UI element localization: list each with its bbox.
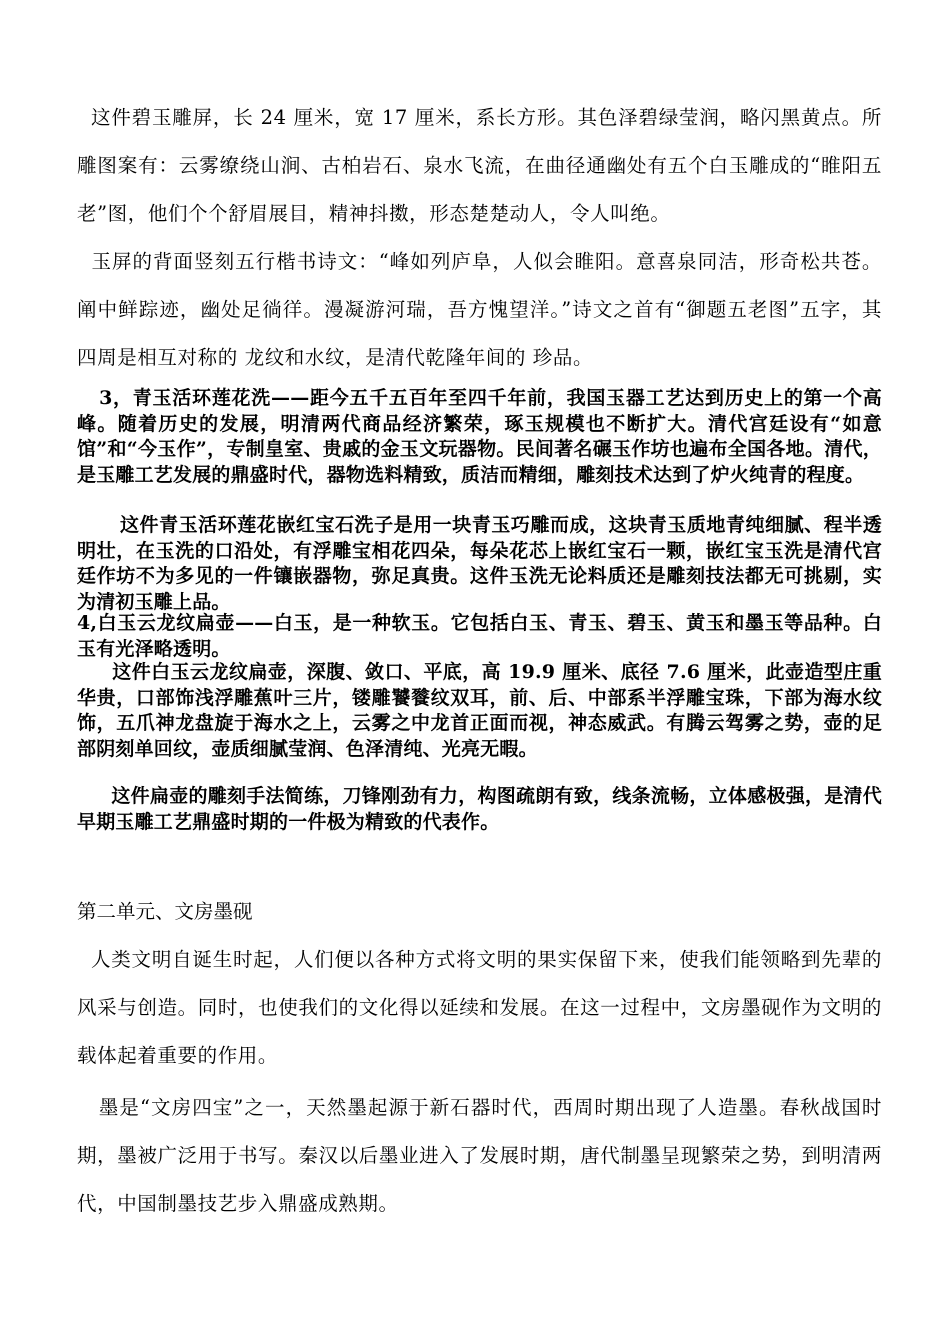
paragraph-item-3-intro: 3，青玉活环莲花洗——距今五千五百年至四千年前，我国玉器工艺达到历史上的第一个高峰。随着历史的发展，明清两代商品经济繁荣，琢玉规模也不断扩大。清代宫廷设有“如意馆”和“今玉作”，专制皇室、贵戚的金玉文玩器物。民间著名碾玉作坊也遍布全国各地。清代，是玉雕工艺发展的鼎盛时代，器物选料精致，质洁而精细，雕刻技术达到了炉火纯青的程度。 [77, 387, 882, 486]
section-heading: 第二单元、文房墨砚 [77, 900, 253, 923]
paragraph-item-4-intro: 4,白玉云龙纹扁壶——白玉，是一种软玉。它包括白玉、青玉、碧玉、黄玉和墨玉等品种。白玉有光泽略透明。 [77, 612, 882, 660]
paragraph-item-3-detail: 这件青玉活环莲花嵌红宝石洗子是用一块青玉巧雕而成，这块青玉质地青纯细腻、程半透明壮，在玉洗的口沿处，有浮雕宝相花四朵，每朵花芯上嵌红宝石一颗，嵌红宝玉洗是清代宫廷作坊不为多见的一件镶嵌器物，弥足真贵。这件玉洗无论料质还是雕刻技法都无可挑剔，实为清初玉雕上品。 [77, 514, 882, 613]
paragraph-ink: 墨是“文房四宝”之一，天然墨起源于新石器时代，西周时期出现了人造墨。春秋战国时期，墨被广泛用于书写。秦汉以后墨业进入了发展时期，唐代制墨呈现繁荣之势，到明清两代，中国制墨技艺步入鼎盛成熟期。 [77, 1096, 882, 1215]
paragraph-civilization: 人类文明自诞生时起，人们便以各种方式将文明的果实保留下来，使我们能领略到先辈的 风采与创造。同时，也使我们的文化得以延续和发展。在这一过程中，文房墨砚作为文明的载体起着重要的作用。 [77, 948, 882, 1067]
paragraph-item-4-detail: 这件白玉云龙纹扁壶，深腹、敛口、平底，高 19.9 厘米、底径 7.6 厘米，此壶造型庄重华贵，口部饰浅浮雕蕉叶三片，镂雕饕餮纹双耳，前、后、中部系半浮雕宝珠，下部为海水纹饰，五爪神龙盘旋于海水之上，云雾之中龙首正面而视，神态威武。有腾云驾雾之势，壶的足部阴刻单回纹，壶质细腻莹润、色泽清纯、光亮无暇。 [77, 661, 882, 760]
paragraph-screen-back-poem: 玉屏的背面竖刻五行楷书诗文：“峰如列庐阜，人似会睢阳。意喜泉同洁，形奇松共苍。阐中鲜踪迹，幽处足徜徉。漫凝游河瑞，吾方愧望洋。”诗文之首有“御题五老图”五字，其四周是相互对称的 龙纹和水纹，是清代乾隆年间的 珍品。 [77, 250, 882, 369]
paragraph-jade-screen: 这件碧玉雕屏，长 24 厘米，宽 17 厘米，系长方形。其色泽碧绿莹润，略闪黑黄点。所雕图案有：云雾缭绕山涧、古柏岩石、泉水飞流，在曲径通幽处有五个白玉雕成的“睢阳五老”图，他们个个舒眉展目，精神抖擞，形态楚楚动人，令人叫绝。 [77, 106, 882, 225]
paragraph-item-4-summary: 这件扁壶的雕刻手法简练，刀锋刚劲有力，构图疏朗有致，线条流畅，立体感极强，是清代早期玉雕工艺鼎盛时期的一件极为精致的代表作。 [77, 785, 882, 833]
